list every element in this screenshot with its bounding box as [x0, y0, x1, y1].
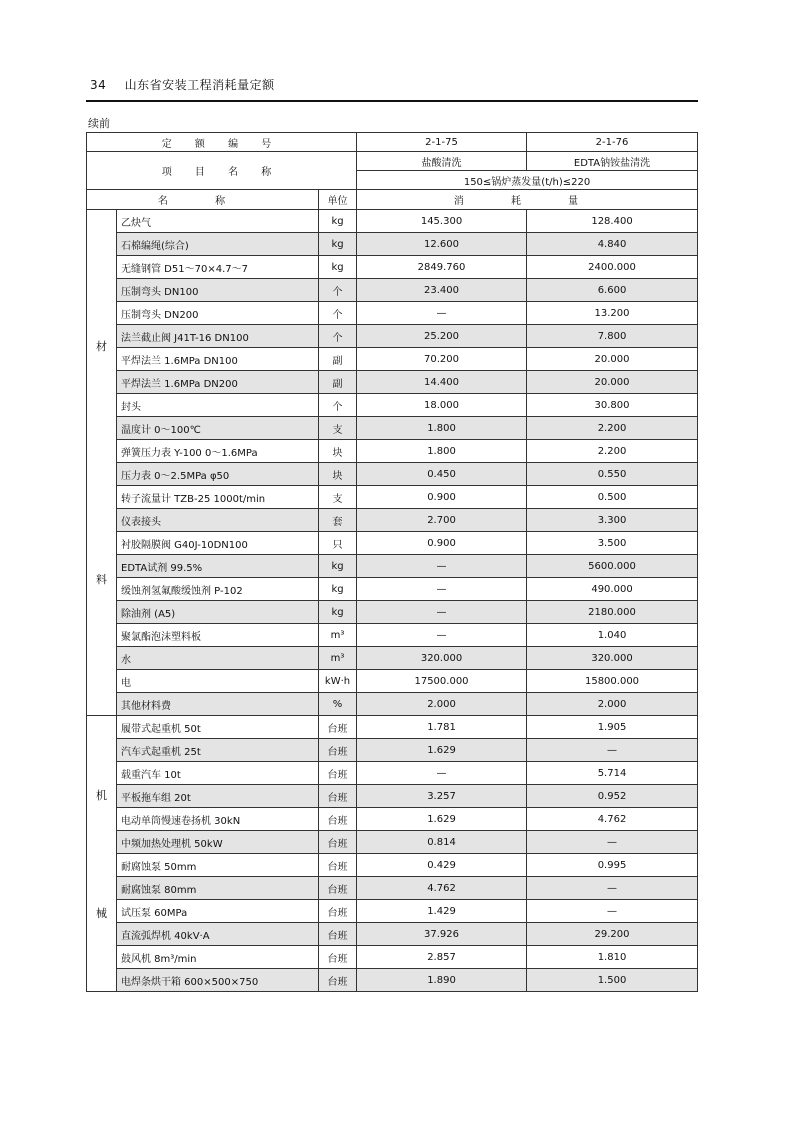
material-row [87, 210, 698, 233]
material-value-col1: 1.800 [357, 440, 527, 463]
material-value-col1: 14.400 [357, 371, 527, 394]
material-row [87, 279, 698, 302]
machinery-name: 鼓风机 8m³/min [117, 946, 319, 969]
material-unit: 个 [319, 394, 357, 417]
material-row [87, 394, 698, 417]
col1-name: 盐酸清洗 [357, 152, 527, 171]
material-name: 封头 [117, 394, 319, 417]
material-value-col1: — [357, 601, 527, 624]
material-row [87, 578, 698, 601]
material-unit: 个 [319, 325, 357, 348]
machinery-name: 汽车式起重机 25t [117, 739, 319, 762]
material-value-col2: 15800.000 [527, 670, 698, 693]
material-name: 无缝钢管 D51～70×4.7～7 [117, 256, 319, 279]
material-value-col2: 320.000 [527, 647, 698, 670]
material-row [87, 509, 698, 532]
material-row [87, 624, 698, 647]
machinery-value-col2: — [527, 739, 698, 762]
material-row [87, 302, 698, 325]
material-value-col1: 0.450 [357, 463, 527, 486]
material-unit: 副 [319, 371, 357, 394]
material-unit: 个 [319, 279, 357, 302]
material-value-col2: 6.600 [527, 279, 698, 302]
machinery-unit: 台班 [319, 739, 357, 762]
material-name: 弹簧压力表 Y-100 0～1.6MPa [117, 440, 319, 463]
material-name: 电 [117, 670, 319, 693]
material-value-col2: 2180.000 [527, 601, 698, 624]
machinery-value-col1: 1.629 [357, 808, 527, 831]
material-value-col1: 0.900 [357, 486, 527, 509]
item-name-row [87, 152, 698, 171]
material-row [87, 555, 698, 578]
machinery-row [87, 831, 698, 854]
material-unit: kW·h [319, 670, 357, 693]
machinery-value-col2: 1.500 [527, 969, 698, 992]
machinery-row [87, 969, 698, 992]
machinery-value-col2: 29.200 [527, 923, 698, 946]
machinery-name: 电焊条烘干箱 600×500×750 [117, 969, 319, 992]
material-value-col1: 145.300 [357, 210, 527, 233]
col2-name: EDTA钠铵盐清洗 [527, 152, 698, 171]
material-value-col1: — [357, 302, 527, 325]
material-value-col2: 3.500 [527, 532, 698, 555]
material-value-col2: 2.200 [527, 417, 698, 440]
material-unit: % [319, 693, 357, 716]
material-value-col1: 2.000 [357, 693, 527, 716]
machinery-value-col1: 2.857 [357, 946, 527, 969]
machinery-unit: 台班 [319, 808, 357, 831]
machinery-value-col2: 1.905 [527, 716, 698, 739]
material-unit: kg [319, 578, 357, 601]
machinery-category-label [87, 716, 117, 992]
material-unit: 只 [319, 532, 357, 555]
machinery-value-col2: — [527, 900, 698, 923]
machinery-row [87, 785, 698, 808]
material-name: 压制弯头 DN200 [117, 302, 319, 325]
material-row [87, 486, 698, 509]
material-name: 仪表接头 [117, 509, 319, 532]
material-unit: kg [319, 256, 357, 279]
material-row [87, 440, 698, 463]
material-value-col1: 2849.760 [357, 256, 527, 279]
col1-code: 2-1-75 [357, 133, 527, 152]
material-row [87, 417, 698, 440]
machinery-row [87, 946, 698, 969]
material-value-col1: 12.600 [357, 233, 527, 256]
machinery-value-col1: 4.762 [357, 877, 527, 900]
material-name: 平焊法兰 1.6MPa DN100 [117, 348, 319, 371]
machinery-name: 电动单筒慢速卷扬机 30kN [117, 808, 319, 831]
material-unit: 套 [319, 509, 357, 532]
material-unit: kg [319, 555, 357, 578]
machinery-value-col1: 1.890 [357, 969, 527, 992]
machinery-name: 载重汽车 10t [117, 762, 319, 785]
quota-number-row [87, 133, 698, 152]
material-row [87, 233, 698, 256]
material-name: 除油剂 (A5) [117, 601, 319, 624]
material-value-col2: 3.300 [527, 509, 698, 532]
material-row [87, 256, 698, 279]
book-title: 山东省安装工程消耗量定额 [124, 78, 275, 92]
material-value-col2: 13.200 [527, 302, 698, 325]
page-number: 34 [90, 78, 107, 92]
material-row [87, 670, 698, 693]
material-name: 平焊法兰 1.6MPa DN200 [117, 371, 319, 394]
col2-code: 2-1-76 [527, 133, 698, 152]
machinery-value-col2: — [527, 877, 698, 900]
material-row [87, 693, 698, 716]
machinery-value-col1: 37.926 [357, 923, 527, 946]
material-row [87, 601, 698, 624]
header-rule [86, 100, 698, 102]
machinery-value-col1: 1.429 [357, 900, 527, 923]
material-category-char: 料 [96, 573, 107, 586]
material-row [87, 371, 698, 394]
material-name: 压制弯头 DN100 [117, 279, 319, 302]
material-value-col2: 1.040 [527, 624, 698, 647]
machinery-value-col1: 3.257 [357, 785, 527, 808]
machinery-row [87, 808, 698, 831]
material-value-col1: 320.000 [357, 647, 527, 670]
material-unit: 支 [319, 486, 357, 509]
material-value-col2: 30.800 [527, 394, 698, 417]
material-row [87, 348, 698, 371]
material-value-col1: — [357, 578, 527, 601]
material-name: 其他材料费 [117, 693, 319, 716]
machinery-unit: 台班 [319, 900, 357, 923]
material-value-col1: 23.400 [357, 279, 527, 302]
material-value-col2: 2400.000 [527, 256, 698, 279]
machinery-category-char: 机 [96, 788, 107, 802]
material-value-col2: 0.550 [527, 463, 698, 486]
material-name: 法兰截止阀 J41T-16 DN100 [117, 325, 319, 348]
machinery-name: 耐腐蚀泵 50mm [117, 854, 319, 877]
col-name-header: 名 称 [87, 190, 319, 210]
machinery-unit: 台班 [319, 716, 357, 739]
material-value-col2: 7.800 [527, 325, 698, 348]
col-consumption-header: 消 耗 量 [357, 190, 698, 210]
material-unit: 副 [319, 348, 357, 371]
material-value-col1: 70.200 [357, 348, 527, 371]
machinery-value-col1: 1.781 [357, 716, 527, 739]
machinery-name: 耐腐蚀泵 80mm [117, 877, 319, 900]
machinery-value-col1: 1.629 [357, 739, 527, 762]
material-name: 乙炔气 [117, 210, 319, 233]
material-unit: m³ [319, 647, 357, 670]
machinery-name: 中频加热处理机 50kW [117, 831, 319, 854]
material-name: 衬胶隔膜阀 G40J-10DN100 [117, 532, 319, 555]
machinery-unit: 台班 [319, 762, 357, 785]
material-value-col1: 2.700 [357, 509, 527, 532]
machinery-unit: 台班 [319, 946, 357, 969]
machinery-row [87, 716, 698, 739]
machinery-name: 直流弧焊机 40kV·A [117, 923, 319, 946]
machinery-value-col1: 0.814 [357, 831, 527, 854]
machinery-value-col1: — [357, 762, 527, 785]
material-name: 转子流量计 TZB-25 1000t/min [117, 486, 319, 509]
machinery-unit: 台班 [319, 969, 357, 992]
machinery-row [87, 900, 698, 923]
material-value-col2: 5600.000 [527, 555, 698, 578]
machinery-name: 履带式起重机 50t [117, 716, 319, 739]
material-name: 聚氯酯泡沫塑料板 [117, 624, 319, 647]
machinery-unit: 台班 [319, 877, 357, 900]
material-name: 缓蚀剂氢氟酸缓蚀剂 P-102 [117, 578, 319, 601]
machinery-unit: 台班 [319, 831, 357, 854]
machinery-row [87, 877, 698, 900]
machinery-value-col2: — [527, 831, 698, 854]
material-value-col2: 4.840 [527, 233, 698, 256]
machinery-category-char: 械 [96, 906, 107, 920]
condition: 150≤锅炉蒸发量(t/h)≤220 [357, 171, 698, 190]
material-unit: m³ [319, 624, 357, 647]
quota-table [86, 132, 698, 992]
machinery-row [87, 762, 698, 785]
material-unit: 支 [319, 417, 357, 440]
material-value-col2: 490.000 [527, 578, 698, 601]
material-value-col1: 25.200 [357, 325, 527, 348]
material-unit: 块 [319, 440, 357, 463]
material-row [87, 325, 698, 348]
machinery-unit: 台班 [319, 854, 357, 877]
material-name: 温度计 0～100℃ [117, 417, 319, 440]
material-name: 压力表 0～2.5MPa φ50 [117, 463, 319, 486]
material-unit: 块 [319, 463, 357, 486]
material-row [87, 463, 698, 486]
material-unit: 个 [319, 302, 357, 325]
material-value-col1: 1.800 [357, 417, 527, 440]
machinery-value-col2: 5.714 [527, 762, 698, 785]
column-header-row [87, 190, 698, 210]
machinery-value-col2: 1.810 [527, 946, 698, 969]
machinery-value-col2: 0.995 [527, 854, 698, 877]
continued-label: 续前 [88, 117, 110, 130]
material-value-col1: 0.900 [357, 532, 527, 555]
machinery-value-col1: 0.429 [357, 854, 527, 877]
material-name: 水 [117, 647, 319, 670]
page-header [90, 76, 275, 93]
material-value-col2: 20.000 [527, 371, 698, 394]
material-row [87, 647, 698, 670]
material-value-col2: 2.200 [527, 440, 698, 463]
machinery-row [87, 739, 698, 762]
col-unit-header: 单位 [319, 190, 357, 210]
material-value-col1: — [357, 624, 527, 647]
quota-number-label: 定 额 编 号 [87, 133, 357, 152]
material-value-col2: 2.000 [527, 693, 698, 716]
material-value-col1: — [357, 555, 527, 578]
machinery-unit: 台班 [319, 785, 357, 808]
item-name-label: 项 目 名 称 [87, 152, 357, 190]
material-unit: kg [319, 210, 357, 233]
material-row [87, 532, 698, 555]
machinery-row [87, 923, 698, 946]
material-value-col1: 17500.000 [357, 670, 527, 693]
material-value-col2: 20.000 [527, 348, 698, 371]
machinery-value-col2: 4.762 [527, 808, 698, 831]
machinery-name: 平板拖车组 20t [117, 785, 319, 808]
material-category-char: 材 [96, 340, 107, 353]
machinery-value-col2: 0.952 [527, 785, 698, 808]
material-value-col2: 0.500 [527, 486, 698, 509]
material-unit: kg [319, 601, 357, 624]
machinery-name: 试压泵 60MPa [117, 900, 319, 923]
machinery-row [87, 854, 698, 877]
material-category-label [87, 210, 117, 716]
material-value-col2: 128.400 [527, 210, 698, 233]
material-name: EDTA试剂 99.5% [117, 555, 319, 578]
material-name: 石棉编绳(综合) [117, 233, 319, 256]
material-value-col1: 18.000 [357, 394, 527, 417]
machinery-unit: 台班 [319, 923, 357, 946]
material-unit: kg [319, 233, 357, 256]
